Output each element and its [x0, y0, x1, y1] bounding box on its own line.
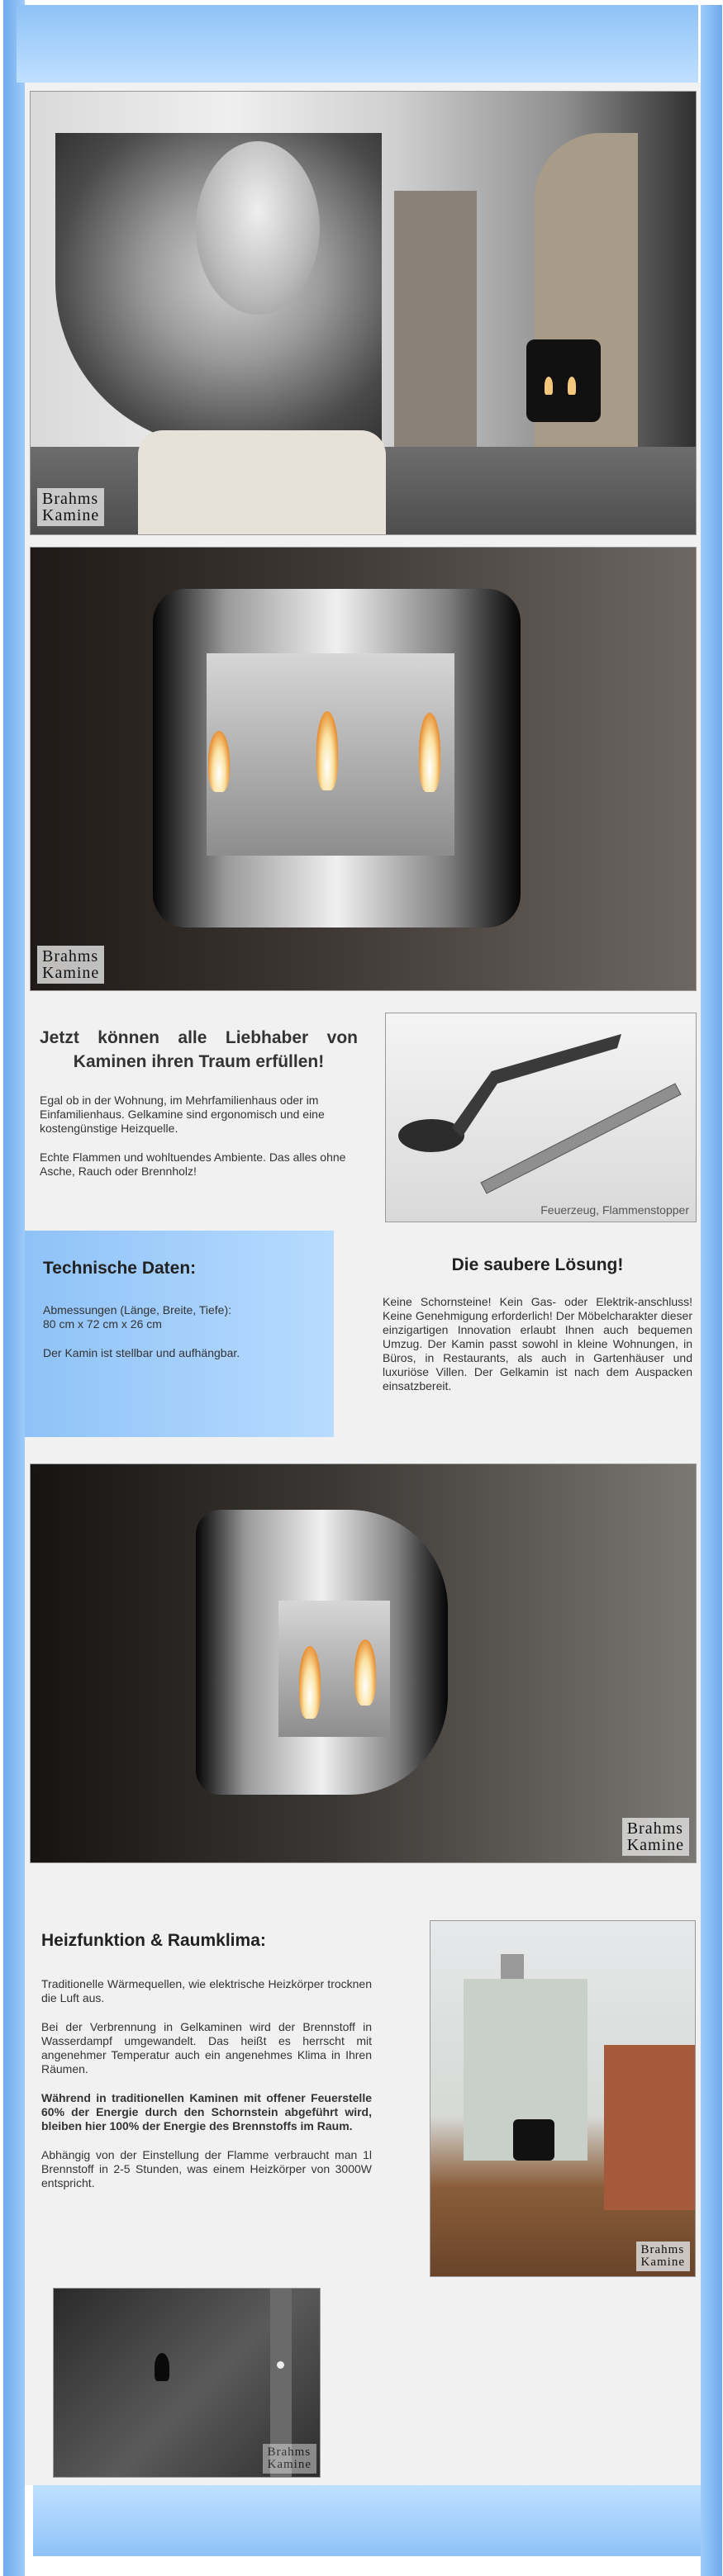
portrait-face: [196, 141, 320, 315]
clean-paragraph: Keine Schornsteine! Kein Gas- oder Elektrik-anschluss! Keine Genehmigung erforderlich! Der Möbelcharakter dieser einzigartigen Innovation erlaubt Ihnen auch bequemen Umzug. Der Kamin passt sowohl in kleine Wohnungen, in Büros, in Restaurants, als auch in Gartenhäuser und luxuriöse Villen. Der Gelkamin ist nach dem Auspacken einsatzbereit.: [383, 1295, 692, 1392]
hero-interior-photo: [30, 91, 697, 535]
heating-paragraph: Abhängig von der Einstellung der Flamme verbraucht man 1l Brennstoff in 2-5 Stunden, was einem Heizkörper von 3000W entspricht.: [41, 2148, 372, 2189]
heating-heading: Heizfunktion & Raumklima:: [41, 1931, 266, 1950]
dimensions-label: Abmessungen (Länge, Breite, Tiefe):: [43, 1303, 232, 1316]
lighter-and-snuffer-illustration: [386, 1013, 696, 1222]
top-header-bar: [17, 5, 698, 83]
fireplace-photo-front: [30, 547, 697, 991]
technical-heading: Technische Daten:: [43, 1259, 197, 1278]
wall-mount-photo: [53, 2288, 321, 2478]
technical-data-box: [25, 1231, 334, 1437]
brand-logo: Brahms Kamine: [37, 488, 104, 526]
clean-solution-section: [383, 1255, 692, 1393]
intro-heading: Jetzt können alle Liebhaber von Kaminen ihren Traum erfüllen!: [40, 1028, 358, 1071]
clean-heading: Die saubere Lösung!: [451, 1255, 624, 1274]
flame: [299, 1646, 321, 1719]
stone-wall: [535, 133, 638, 496]
intro-paragraph: Egal ob in der Wohnung, im Mehrfamilienhaus oder im Einfamilienhaus. Gelkamine sind ergonomisch und eine kostengünstige Heizquelle.: [40, 1093, 325, 1135]
brand-logo: Brahms Kamine: [636, 2242, 690, 2271]
flame: [354, 1639, 376, 1705]
brand-logo: Brahms Kamine: [37, 946, 104, 984]
left-border-bar: [3, 0, 25, 2576]
dimensions-value: 80 cm x 72 cm x 26 cm: [43, 1317, 162, 1331]
flame: [316, 711, 338, 790]
flame: [419, 713, 440, 792]
heating-section: [41, 1931, 372, 2205]
side-cabinet: [604, 2045, 695, 2210]
right-border-bar: [701, 5, 722, 2576]
bottom-footer-bar: [33, 2485, 701, 2556]
tools-caption: Feuerzeug, Flammenstopper: [540, 1203, 689, 1217]
room-photo: [430, 1920, 696, 2277]
sofa: [138, 430, 386, 534]
heating-paragraph: Traditionelle Wärmequellen, wie elektrische Heizkörper trocknen die Luft aus.: [41, 1977, 372, 2004]
fireplace-thumbnail: [526, 339, 601, 422]
mounting-note: Der Kamin ist stellbar und aufhängbar.: [43, 1346, 240, 1359]
tools-photo: [385, 1013, 697, 1222]
heating-paragraph: Bei der Verbrennung in Gelkaminen wird der Brennstoff in Wasserdampf umgewandelt. Das heißt es herrscht mit angenehmer Temperatur auch ein angenehmes Klima in Ihren Räumen.: [41, 2020, 372, 2076]
fireplace-thumbnail: [513, 2119, 554, 2161]
brand-logo: Brahms Kamine: [263, 2444, 316, 2474]
intro-paragraph: Echte Flammen und wohltuendes Ambiente. Das alles ohne Asche, Rauch oder Brennholz!: [40, 1150, 346, 1178]
heating-paragraph-bold: Während in traditionellen Kaminen mit offener Feuerstelle 60% der Energie durch den Schornstein abgeführt wird, bleiben hier 100% der Energie des Brennstoffs im Raum.: [41, 2091, 372, 2132]
keyhole-slot: [155, 2353, 169, 2381]
fireplace-photo-angle: [30, 1464, 697, 1863]
screw: [277, 2361, 284, 2369]
intro-section: [40, 1026, 358, 1179]
brand-logo: Brahms Kamine: [622, 1818, 689, 1856]
flame: [208, 731, 230, 792]
